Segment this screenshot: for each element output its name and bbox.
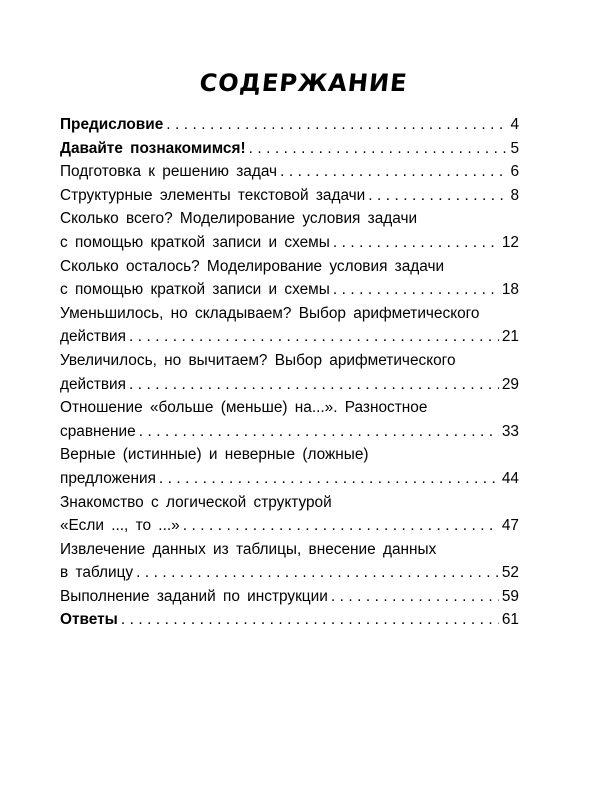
- dot-leader: [129, 373, 499, 397]
- toc-entry-text: Структурные элементы текстовой задачи: [60, 186, 366, 204]
- toc-entry-text: предложения: [60, 469, 156, 487]
- toc-entry-text: Ответы: [60, 611, 118, 629]
- toc-entry-line-last: [60, 514, 519, 538]
- toc-page-number: 5: [510, 139, 519, 157]
- toc-entry-line-last: [60, 184, 519, 208]
- toc-entry-text: Выполнение заданий по инструкции: [60, 587, 328, 605]
- toc-entry-line-last: [60, 137, 519, 161]
- dot-leader: [333, 231, 499, 255]
- dot-leader: [280, 160, 507, 184]
- toc-entry-text: Сколько осталось? Моделирование условия задачи: [60, 257, 445, 275]
- toc-entry-text: Предисловие: [60, 116, 164, 133]
- toc-entry-line: [60, 396, 519, 420]
- toc-page-number: 21: [501, 328, 519, 346]
- toc-entry-line-last: [60, 160, 519, 184]
- table-of-contents: [60, 113, 519, 632]
- toc-entry-text: Подготовка к решению задач: [60, 163, 278, 181]
- toc-entry-line-last: [60, 278, 519, 302]
- toc-page-number: 33: [501, 422, 519, 440]
- toc-page-number: 4: [510, 116, 519, 133]
- toc-entry-text: действия: [60, 375, 126, 393]
- toc-entry-line: [60, 302, 519, 326]
- toc-entry-text: Давайте познакомимся!: [60, 139, 246, 157]
- dot-leader: [249, 137, 508, 161]
- toc-entry-line-last: [60, 561, 519, 585]
- toc-page-number: 8: [510, 186, 519, 204]
- toc-entry-line: [60, 491, 519, 515]
- toc-entry-line: [60, 538, 519, 562]
- toc-entry-line-last: [60, 467, 519, 491]
- toc-page-number: 12: [501, 233, 519, 251]
- dot-leader: [129, 325, 499, 349]
- toc-entry-text: сравнение: [60, 422, 136, 440]
- toc-entry-text: Знакомство с логической структурой: [60, 493, 332, 511]
- toc-entry-line: [60, 255, 519, 279]
- dot-leader: [166, 113, 507, 137]
- toc-entry-line-last: [60, 373, 519, 397]
- toc-entry-line-last: [60, 325, 519, 349]
- toc-entry-text: Увеличилось, но вычитаем? Выбор арифметического: [60, 351, 456, 369]
- toc-entry-line-last: [60, 608, 519, 632]
- dot-leader: [368, 184, 507, 208]
- toc-page-number: 29: [501, 375, 519, 393]
- toc-entry-line-last: [60, 113, 519, 137]
- toc-entry-text: Уменьшилось, но складываем? Выбор арифметического: [60, 304, 480, 322]
- toc-page-number: 44: [501, 469, 519, 487]
- toc-entry-line: [60, 349, 519, 373]
- toc-page-number: 6: [510, 163, 519, 181]
- dot-leader: [121, 608, 499, 632]
- toc-entry-line-last: [60, 585, 519, 609]
- toc-entry-text: с помощью краткой записи и схемы: [60, 281, 330, 299]
- dot-leader: [333, 278, 499, 302]
- toc-entry-text: Верные (истинные) и неверные (ложные): [60, 446, 369, 464]
- toc-entry-line-last: [60, 420, 519, 444]
- dot-leader: [183, 514, 499, 538]
- toc-page-number: 52: [501, 564, 519, 582]
- toc-entry-text: «Если ..., то ...»: [60, 517, 180, 535]
- toc-entry-text: Извлечение данных из таблицы, внесение данных: [60, 540, 437, 558]
- dot-leader: [331, 585, 499, 609]
- toc-entry-text: с помощью краткой записи и схемы: [60, 233, 330, 251]
- toc-page-number: 18: [501, 281, 519, 299]
- toc-page-number: 47: [501, 517, 519, 535]
- toc-entry-text: действия: [60, 328, 126, 346]
- toc-page-number: 61: [501, 611, 519, 629]
- toc-page-number: 59: [501, 587, 519, 605]
- dot-leader: [136, 561, 499, 585]
- toc-entry-text: в таблицу: [60, 564, 134, 582]
- toc-entry-text: Отношение «больше (меньше) на...». Разностное: [60, 399, 428, 417]
- dot-leader: [159, 467, 499, 491]
- toc-entry-line: [60, 207, 519, 231]
- dot-leader: [139, 420, 499, 444]
- toc-entry-text: Сколько всего? Моделирование условия задачи: [60, 210, 418, 228]
- toc-entry-line-last: [60, 231, 519, 255]
- toc-entry-line: [60, 443, 519, 467]
- page-title: СОДЕРЖАНИЕ: [198, 69, 409, 97]
